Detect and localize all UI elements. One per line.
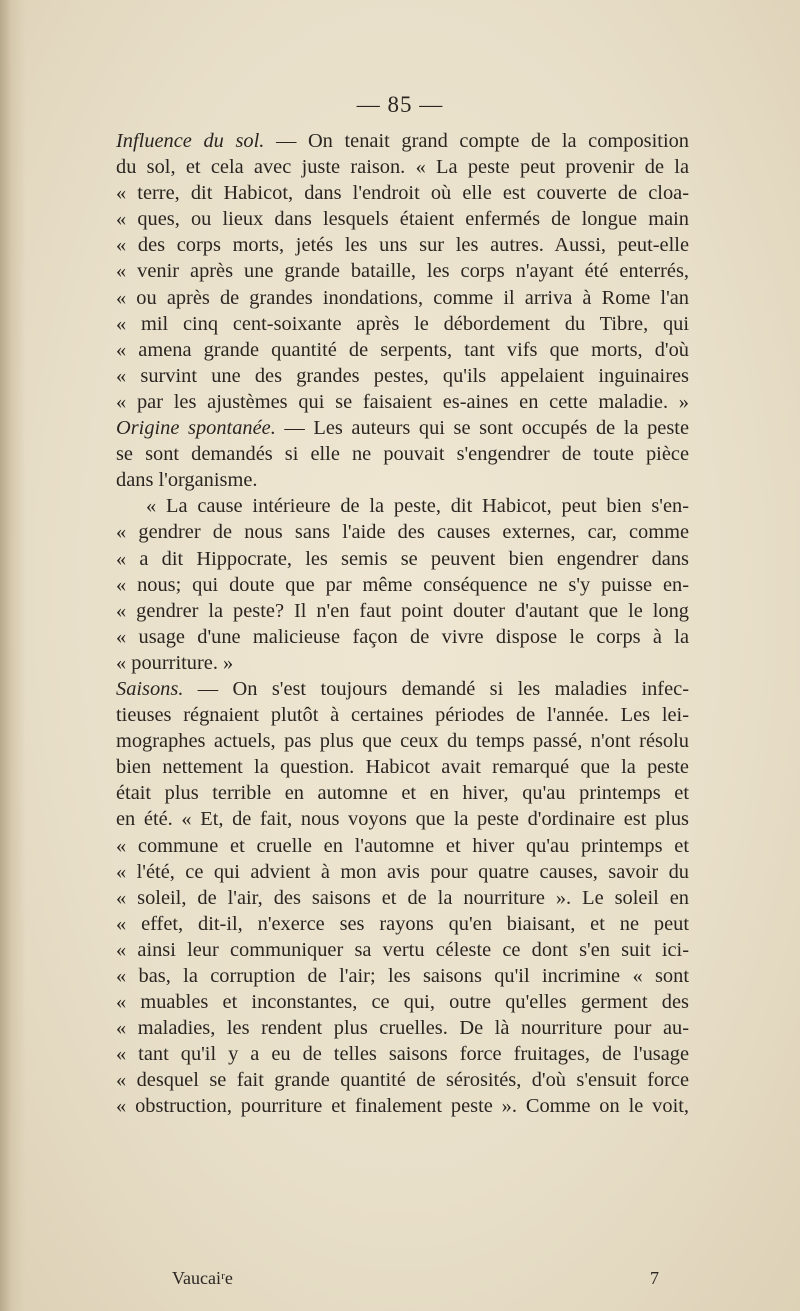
text-line: du sol, et cela avec juste raison. « La peste peut provenir de la xyxy=(116,156,689,179)
text-line: « desquel se fait grande quantité de sérosités, d'où s'ensuit force xyxy=(116,1069,689,1092)
text-line: dans l'organisme. xyxy=(116,469,258,492)
signature-mark: Vaucaiʳe xyxy=(172,1268,233,1288)
text-line: « terre, dit Habicot, dans l'endroit où elle est couverte de cloa- xyxy=(116,182,689,205)
text-line: « a dit Hippocrate, les semis se peuvent bien engendrer dans xyxy=(116,547,689,570)
text-line: « gendrer de nous sans l'aide des causes externes, car, comme xyxy=(116,521,689,544)
page-left-edge xyxy=(0,0,26,1311)
text-line: « maladies, les rendent plus cruelles. De là nourriture pour au- xyxy=(116,1017,689,1040)
text-line: « l'été, ce qui advient à mon avis pour quatre causes, savoir du xyxy=(116,860,689,883)
section-heading: Saisons. xyxy=(116,677,184,700)
text-line: « mil cinq cent-soixante après le débordement du Tibre, qui xyxy=(116,312,689,335)
text-line: « des corps morts, jetés les uns sur les autres. Aussi, peut-elle xyxy=(116,234,689,257)
text-line: était plus terrible en automne et en hiver, qu'au printemps et xyxy=(116,782,689,805)
text-line: « pourriture. » xyxy=(116,651,234,674)
text-line: mographes actuels, pas plus que ceux du temps passé, n'ont résolu xyxy=(116,730,689,753)
text-line: « gendrer la peste? Il n'en faut point douter d'autant que le long xyxy=(116,599,689,622)
text-line: « amena grande quantité de serpents, tant vifs que morts, d'où xyxy=(116,338,689,361)
text-line: bien nettement la question. Habicot avait remarqué que la peste xyxy=(116,756,689,779)
text-line: « commune et cruelle en l'automne et hiver qu'au printemps et xyxy=(116,834,689,857)
text-line: « ques, ou lieux dans lesquels étaient enfermés de longue main xyxy=(116,208,689,231)
text-line: « ou après de grandes inondations, comme il arriva à Rome l'an xyxy=(116,286,689,309)
text-line: « par les ajustèmes qui se faisaient es-aines en cette maladie. » xyxy=(116,390,689,413)
page-number: — 85 — xyxy=(356,92,444,117)
body-text xyxy=(116,128,689,1120)
section-heading: Origine spontanée. xyxy=(116,417,276,440)
text-line: « venir après une grande bataille, les corps n'ayant été enterrés, xyxy=(116,260,689,283)
text-line: « tant qu'il y a eu de telles saisons force fruitages, de l'usage xyxy=(116,1043,689,1066)
sheet-number: 7 xyxy=(650,1268,659,1288)
text-line: Influence du sol. — On tenait grand compte de la composition xyxy=(116,130,690,152)
text-line: « La cause intérieure de la peste, dit Habicot, peut bien s'en- xyxy=(146,495,689,518)
text-line: « survint une des grandes pestes, qu'ils appelaient inguinaires xyxy=(116,364,689,387)
text-line: « soleil, de l'air, des saisons et de la nourriture ». Le soleil en xyxy=(116,886,689,909)
text-line: « ainsi leur communiquer sa vertu céleste ce dont s'en suit ici- xyxy=(116,938,689,961)
text-line: se sont demandés si elle ne pouvait s'engendrer de toute pièce xyxy=(116,443,689,466)
text-line: Saisons. — On s'est toujours demandé si les maladies infec- xyxy=(116,677,689,700)
text-line: « bas, la corruption de l'air; les saisons qu'il incrimine « sont xyxy=(116,965,689,987)
text-line: « obstruction, pourriture et finalement peste ». Comme on le voit, xyxy=(116,1095,689,1118)
text-line: « usage d'une malicieuse façon de vivre dispose le corps à la xyxy=(116,625,689,648)
text-line: tieuses régnaient plutôt à certaines périodes de l'année. Les lei- xyxy=(116,704,689,727)
text-line: « nous; qui doute que par même conséquence ne s'y puisse en- xyxy=(116,573,689,596)
text-line: « muables et inconstantes, ce qui, outre qu'elles germent des xyxy=(116,991,689,1014)
section-heading: Influence du sol. xyxy=(116,130,265,152)
text-line: en été. « Et, de fait, nous voyons que la peste d'ordinaire est plus xyxy=(116,808,689,831)
text-line: Origine spontanée. — Les auteurs qui se sont occupés de la peste xyxy=(116,417,689,440)
text-line: « effet, dit-il, n'exerce ses rayons qu'en biaisant, et ne peut xyxy=(116,912,689,935)
